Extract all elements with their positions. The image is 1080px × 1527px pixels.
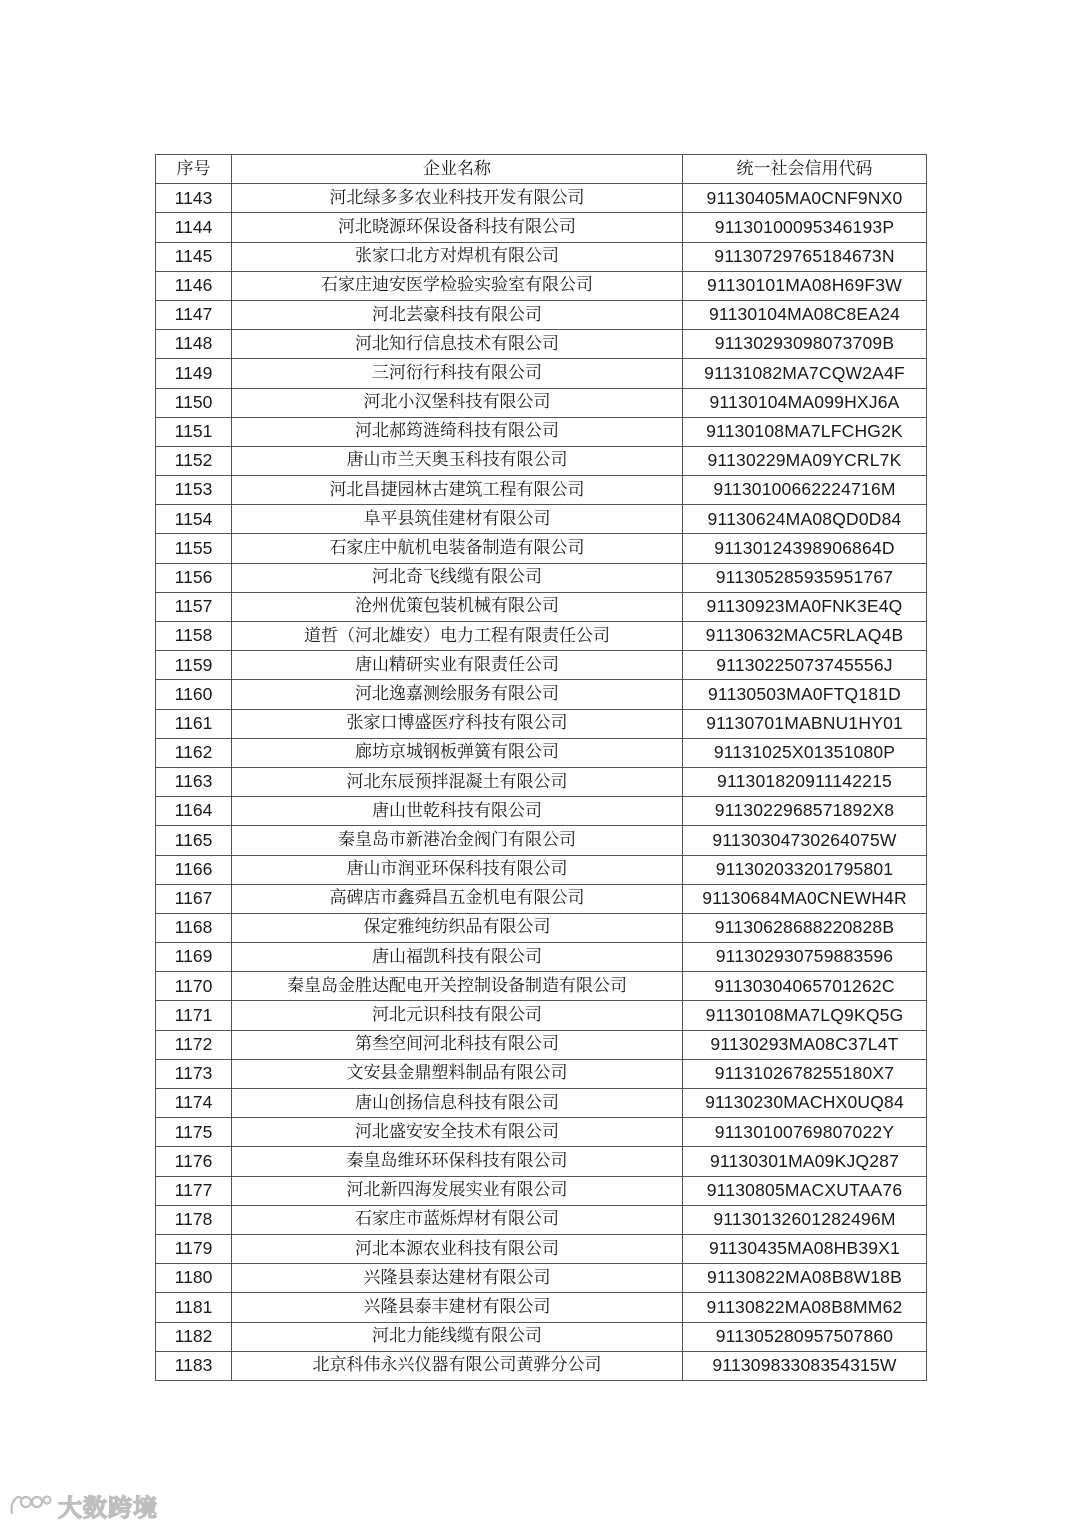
cell-company-name: 兴隆县泰达建材有限公司 (232, 1264, 683, 1293)
cell-credit-code: 91130108MA7LQ9KQ5G (683, 1001, 927, 1030)
table-row (156, 213, 927, 242)
cell-company-name: 石家庄中航机电装备制造有限公司 (232, 534, 683, 563)
cell-credit-code: 91130100095346193P (683, 213, 927, 242)
table-row (156, 271, 927, 300)
cell-company-name: 河北晓源环保设备科技有限公司 (232, 213, 683, 242)
cell-credit-code: 91130132601282496M (683, 1205, 927, 1234)
cell-credit-code: 91131025X01351080P (683, 738, 927, 767)
cell-index: 1158 (156, 622, 232, 651)
cell-index: 1179 (156, 1234, 232, 1263)
cell-credit-code: 91130628688220828B (683, 913, 927, 942)
cell-index: 1178 (156, 1205, 232, 1234)
table-row (156, 592, 927, 621)
cell-index: 1152 (156, 446, 232, 475)
cell-index: 1143 (156, 184, 232, 213)
cell-credit-code: 91130632MAC5RLAQ4B (683, 622, 927, 651)
cell-credit-code: 91130108MA7LFCHG2K (683, 417, 927, 446)
cell-index: 1156 (156, 563, 232, 592)
cell-company-name: 秦皇岛市新港冶金阀门有限公司 (232, 826, 683, 855)
cell-company-name: 秦皇岛维环环保科技有限公司 (232, 1147, 683, 1176)
cell-index: 1155 (156, 534, 232, 563)
table-row (156, 1351, 927, 1380)
table-row (156, 1176, 927, 1205)
table-row (156, 1147, 927, 1176)
table-row (156, 767, 927, 796)
table-row (156, 534, 927, 563)
dashu-logo-icon (8, 1490, 52, 1520)
cell-credit-code: 91130822MA08B8W18B (683, 1264, 927, 1293)
cell-index: 1154 (156, 505, 232, 534)
table-header (156, 155, 927, 184)
table-row (156, 1205, 927, 1234)
cell-credit-code: 91130104MA08C8EA24 (683, 300, 927, 329)
cell-credit-code: 91130100662224716M (683, 476, 927, 505)
table-row (156, 913, 927, 942)
cell-index: 1157 (156, 592, 232, 621)
table-row (156, 826, 927, 855)
cell-index: 1183 (156, 1351, 232, 1380)
cell-company-name: 唐山创扬信息科技有限公司 (232, 1089, 683, 1118)
table-row (156, 330, 927, 359)
cell-credit-code: 91130923MA0FNK3E4Q (683, 592, 927, 621)
cell-company-name: 石家庄迪安医学检验实验室有限公司 (232, 271, 683, 300)
cell-credit-code: 91130435MA08HB39X1 (683, 1234, 927, 1263)
cell-credit-code: 91130225073745556J (683, 651, 927, 680)
cell-company-name: 河北昌捷园林古建筑工程有限公司 (232, 476, 683, 505)
cell-index: 1171 (156, 1001, 232, 1030)
table-row (156, 563, 927, 592)
cell-credit-code: 91130101MA08H69F3W (683, 271, 927, 300)
cell-company-name: 阜平县筑佳建材有限公司 (232, 505, 683, 534)
table-row (156, 446, 927, 475)
cell-index: 1175 (156, 1118, 232, 1147)
cell-index: 1182 (156, 1322, 232, 1351)
table-row (156, 680, 927, 709)
table-row (156, 855, 927, 884)
cell-index: 1167 (156, 884, 232, 913)
cell-index: 1161 (156, 709, 232, 738)
cell-index: 1166 (156, 855, 232, 884)
table-row (156, 417, 927, 446)
cell-credit-code: 91130684MA0CNEWH4R (683, 884, 927, 913)
enterprise-table (155, 154, 927, 1381)
cell-company-name: 河北郝筠涟绮科技有限公司 (232, 417, 683, 446)
header-index: 序号 (156, 155, 232, 184)
cell-index: 1165 (156, 826, 232, 855)
table-row (156, 359, 927, 388)
cell-credit-code: 91130304065701262C (683, 972, 927, 1001)
cell-credit-code: 911302930759883596 (683, 943, 927, 972)
cell-company-name: 河北奇飞线缆有限公司 (232, 563, 683, 592)
cell-company-name: 保定雅纯纺织品有限公司 (232, 913, 683, 942)
cell-index: 1173 (156, 1059, 232, 1088)
cell-company-name: 河北小汉堡科技有限公司 (232, 388, 683, 417)
table-row (156, 622, 927, 651)
cell-company-name: 唐山市兰天奥玉科技有限公司 (232, 446, 683, 475)
cell-credit-code: 91130304730264075W (683, 826, 927, 855)
table-row (156, 505, 927, 534)
cell-credit-code: 91130405MA0CNF9NX0 (683, 184, 927, 213)
watermark-text: 大数跨境 (58, 1493, 158, 1522)
cell-credit-code: 91130100769807022Y (683, 1118, 927, 1147)
table-row (156, 709, 927, 738)
table-row (156, 972, 927, 1001)
cell-index: 1168 (156, 913, 232, 942)
cell-credit-code: 911301820911142215 (683, 767, 927, 796)
cell-index: 1170 (156, 972, 232, 1001)
cell-credit-code: 91130624MA08QD0D84 (683, 505, 927, 534)
cell-company-name: 三河衍行科技有限公司 (232, 359, 683, 388)
cell-index: 1172 (156, 1030, 232, 1059)
cell-company-name: 河北绿多多农业科技开发有限公司 (232, 184, 683, 213)
cell-index: 1169 (156, 943, 232, 972)
table-row (156, 1001, 927, 1030)
table-row (156, 1234, 927, 1263)
cell-company-name: 廊坊京城钢板弹簧有限公司 (232, 738, 683, 767)
table-row (156, 1118, 927, 1147)
cell-company-name: 唐山市润亚环保科技有限公司 (232, 855, 683, 884)
cell-credit-code: 91130503MA0FTQ181D (683, 680, 927, 709)
cell-index: 1174 (156, 1089, 232, 1118)
cell-credit-code: 91130229MA09YCRL7K (683, 446, 927, 475)
cell-credit-code: 911305280957507860 (683, 1322, 927, 1351)
cell-credit-code: 91130983308354315W (683, 1351, 927, 1380)
table-row (156, 797, 927, 826)
table-row (156, 884, 927, 913)
table-row (156, 943, 927, 972)
cell-credit-code: 91130293MA08C37L4T (683, 1030, 927, 1059)
cell-index: 1159 (156, 651, 232, 680)
cell-company-name: 兴隆县泰丰建材有限公司 (232, 1293, 683, 1322)
cell-index: 1145 (156, 242, 232, 271)
table-row (156, 1293, 927, 1322)
cell-company-name: 河北芸豪科技有限公司 (232, 300, 683, 329)
cell-index: 1147 (156, 300, 232, 329)
cell-company-name: 张家口博盛医疗科技有限公司 (232, 709, 683, 738)
cell-company-name: 北京科伟永兴仪器有限公司黄骅分公司 (232, 1351, 683, 1380)
header-credit-code: 统一社会信用代码 (683, 155, 927, 184)
cell-index: 1181 (156, 1293, 232, 1322)
cell-index: 1150 (156, 388, 232, 417)
cell-index: 1149 (156, 359, 232, 388)
table-row (156, 242, 927, 271)
cell-credit-code: 911305285935951767 (683, 563, 927, 592)
cell-company-name: 唐山世乾科技有限公司 (232, 797, 683, 826)
cell-index: 1164 (156, 797, 232, 826)
table-row (156, 738, 927, 767)
table-row (156, 1264, 927, 1293)
cell-credit-code: 91131082MA7CQW2A4F (683, 359, 927, 388)
cell-index: 1148 (156, 330, 232, 359)
cell-index: 1180 (156, 1264, 232, 1293)
cell-company-name: 文安县金鼎塑料制品有限公司 (232, 1059, 683, 1088)
table-row (156, 300, 927, 329)
cell-company-name: 河北盛安安全技术有限公司 (232, 1118, 683, 1147)
cell-index: 1151 (156, 417, 232, 446)
cell-index: 1160 (156, 680, 232, 709)
cell-index: 1146 (156, 271, 232, 300)
cell-credit-code: 9113022968571892X8 (683, 797, 927, 826)
cell-company-name: 河北知行信息技术有限公司 (232, 330, 683, 359)
table-row (156, 1030, 927, 1059)
cell-company-name: 第叁空间河北科技有限公司 (232, 1030, 683, 1059)
cell-company-name: 河北东辰预拌混凝土有限公司 (232, 767, 683, 796)
cell-credit-code: 91130230MACHX0UQ84 (683, 1089, 927, 1118)
cell-index: 1176 (156, 1147, 232, 1176)
header-company-name: 企业名称 (232, 155, 683, 184)
cell-credit-code: 911302033201795801 (683, 855, 927, 884)
cell-company-name: 河北力能线缆有限公司 (232, 1322, 683, 1351)
cell-company-name: 秦皇岛金胜达配电开关控制设备制造有限公司 (232, 972, 683, 1001)
cell-company-name: 张家口北方对焊机有限公司 (232, 242, 683, 271)
cell-credit-code: 91130822MA08B8MM62 (683, 1293, 927, 1322)
cell-company-name: 唐山精研实业有限责任公司 (232, 651, 683, 680)
table-row (156, 1089, 927, 1118)
cell-credit-code: 91130805MACXUTAA76 (683, 1176, 927, 1205)
cell-credit-code: 91130124398906864D (683, 534, 927, 563)
cell-credit-code: 91130104MA099HXJ6A (683, 388, 927, 417)
cell-company-name: 河北元识科技有限公司 (232, 1001, 683, 1030)
table-row (156, 651, 927, 680)
cell-index: 1162 (156, 738, 232, 767)
cell-credit-code: 91130301MA09KJQ287 (683, 1147, 927, 1176)
cell-company-name: 河北本源农业科技有限公司 (232, 1234, 683, 1263)
cell-index: 1144 (156, 213, 232, 242)
cell-index: 1177 (156, 1176, 232, 1205)
table-row (156, 1059, 927, 1088)
cell-company-name: 石家庄市蓝烁焊材有限公司 (232, 1205, 683, 1234)
cell-index: 1153 (156, 476, 232, 505)
cell-company-name: 道哲（河北雄安）电力工程有限责任公司 (232, 622, 683, 651)
cell-credit-code: 91130701MABNU1HY01 (683, 709, 927, 738)
cell-credit-code: 9113102678255180X7 (683, 1059, 927, 1088)
cell-company-name: 河北新四海发展实业有限公司 (232, 1176, 683, 1205)
table-body (156, 184, 927, 1381)
watermark (8, 1488, 158, 1522)
table-row (156, 1322, 927, 1351)
cell-index: 1163 (156, 767, 232, 796)
cell-company-name: 沧州优策包装机械有限公司 (232, 592, 683, 621)
cell-company-name: 高碑店市鑫舜昌五金机电有限公司 (232, 884, 683, 913)
table-row (156, 476, 927, 505)
cell-company-name: 唐山福凯科技有限公司 (232, 943, 683, 972)
table-row (156, 184, 927, 213)
cell-company-name: 河北逸嘉测绘服务有限公司 (232, 680, 683, 709)
header-row (156, 155, 927, 184)
cell-credit-code: 91130293098073709B (683, 330, 927, 359)
cell-credit-code: 91130729765184673N (683, 242, 927, 271)
table-row (156, 388, 927, 417)
